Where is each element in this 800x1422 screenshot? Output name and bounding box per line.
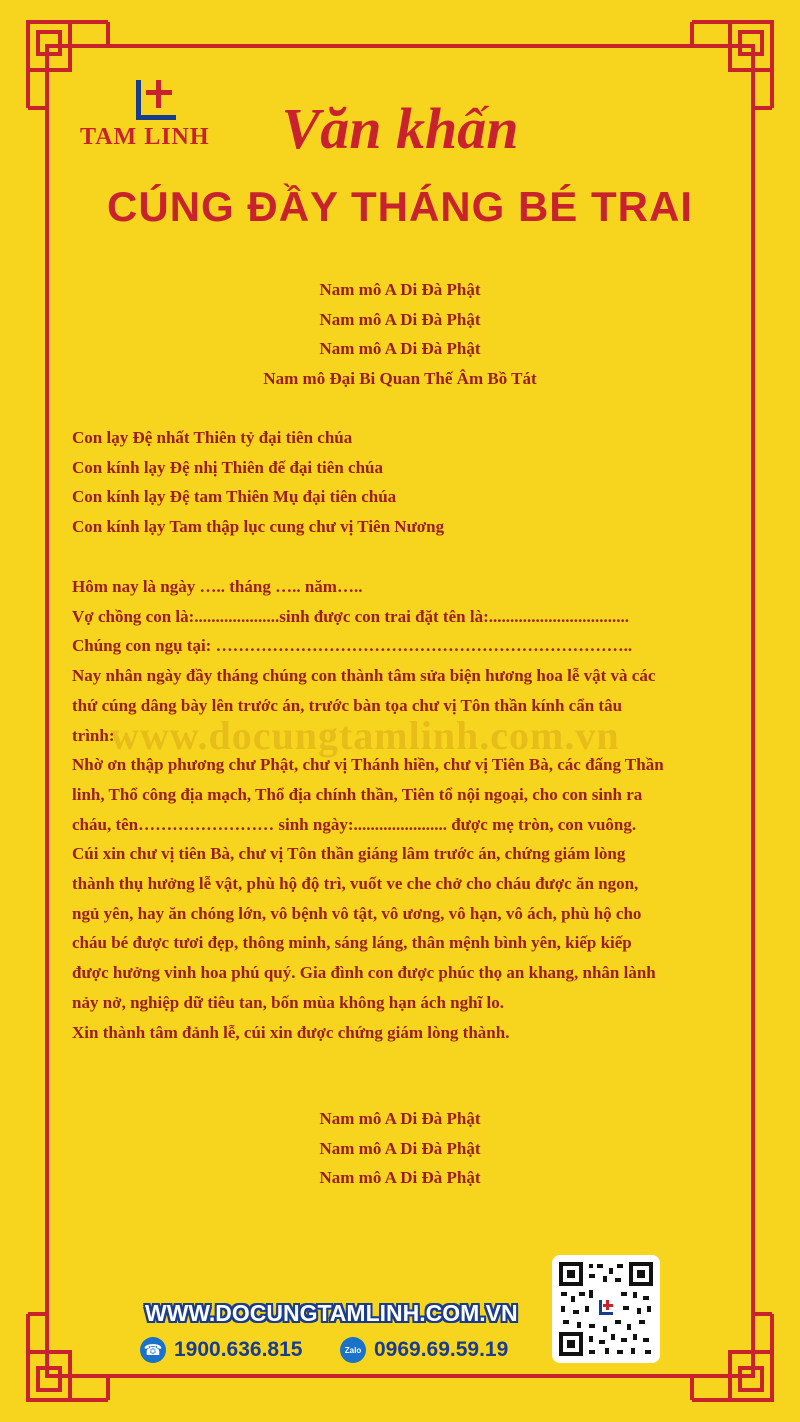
website-link[interactable]: WWW.DOCUNGTAMLINH.COM.VN: [145, 1300, 518, 1326]
greeting-line: Con kính lạy Đệ tam Thiên Mụ đại tiên chúa: [72, 487, 397, 507]
prayer-line: Xin thành tâm đảnh lễ, cúi xin được chứng giám lòng thành.: [72, 1022, 510, 1042]
invocation-line: Nam mô A Di Đà Phật: [319, 1109, 481, 1128]
invocation-top: [0, 275, 800, 394]
prayer-line: thành thụ hưởng lễ vật, phù hộ độ trì, vuốt ve che chở cho cháu được ăn ngon,: [72, 874, 639, 894]
zalo-contact[interactable]: [340, 1336, 508, 1364]
page-title: Văn khấn: [281, 96, 519, 161]
greeting-line: Con kính lạy Tam thập lục cung chư vị Tiên Nương: [72, 517, 445, 537]
prayer-line: thứ cúng dâng bày lên trước án, trước bàn tọa chư vị Tôn thần kính cẩn tâu: [72, 695, 623, 715]
prayer-line: ngủ yên, hay ăn chóng lớn, vô bệnh vô tật, vô ương, vô hạn, vô ách, phù hộ cho: [72, 903, 642, 923]
zalo-icon: Zalo: [340, 1337, 366, 1363]
zalo-number: 0969.69.59.19: [374, 1338, 509, 1361]
hotline-number: 1900.636.815: [174, 1338, 303, 1361]
greeting-line: Con lạy Đệ nhất Thiên tỷ đại tiên chúa: [72, 428, 353, 447]
prayer-line: được hưởng vinh hoa phú quý. Gia đình con được phúc thọ an khang, nhân lành: [72, 963, 656, 983]
prayer-line: Nay nhân ngày đầy tháng chúng con thành tâm sửa biện hương hoa lễ vật và các: [72, 666, 656, 686]
logo-text: TAM LINH: [80, 124, 210, 150]
prayer-line: Vợ chồng con là:....................sinh được con trai đặt tên là:.................................: [72, 606, 629, 626]
invocation-line: Nam mô A Di Đà Phật: [319, 339, 481, 359]
invocation-line: Nam mô A Di Đà Phật: [319, 309, 481, 329]
prayer-line: nảy nở, nghiệp dữ tiêu tan, bốn mùa không hạn ách nghĩ lo.: [72, 992, 505, 1012]
prayer-line: Chúng con ngụ tại: ………………………………………………………………..: [72, 636, 633, 656]
prayer-line: linh, Thổ công địa mạch, Thổ địa chính thần, Tiên tổ nội ngoại, cho con sinh ra: [72, 784, 643, 804]
greetings: [72, 423, 737, 542]
watermark: www.docungtamlinh.com.vn: [110, 713, 620, 758]
page-subtitle: CÚNG ĐẦY THÁNG BÉ TRAI: [107, 183, 693, 230]
invocation-bottom: [0, 1104, 800, 1193]
prayer-body: [72, 572, 737, 1047]
invocation-line: Nam mô A Di Đà Phật: [319, 1138, 481, 1158]
invocation-line: Nam mô Đại Bi Quan Thế Âm Bồ Tát: [263, 369, 537, 389]
greeting-line: Con kính lạy Đệ nhị Thiên đế đại tiên chúa: [72, 457, 383, 477]
phone-icon: ☎: [140, 1337, 166, 1363]
prayer-line: cháu bé được tươi đẹp, thông minh, sáng láng, thân mệnh bình yên, kiếp kiếp: [72, 933, 632, 953]
logo-mark-icon: [132, 78, 182, 126]
prayer-line: Nhờ ơn thập phương chư Phật, chư vị Thánh hiền, chư vị Tiên Bà, các đấng Thần: [72, 755, 664, 775]
qr-code-icon: [559, 1262, 653, 1356]
prayer-line: trình:: [72, 725, 115, 745]
invocation-line: Nam mô A Di Đà Phật: [319, 280, 481, 299]
prayer-line: Hôm nay là ngày ….. tháng ….. năm…..: [72, 577, 363, 596]
hotline[interactable]: [140, 1336, 302, 1364]
invocation-line: Nam mô A Di Đà Phật: [319, 1168, 481, 1188]
qr-code[interactable]: [552, 1255, 660, 1363]
prayer-line: cháu, tên…………………… sinh ngày:...................... được mẹ tròn, con vuông.: [72, 814, 637, 834]
prayer-line: Cúi xin chư vị tiên Bà, chư vị Tôn thần giáng lâm trước án, chứng giám lòng: [72, 844, 626, 864]
